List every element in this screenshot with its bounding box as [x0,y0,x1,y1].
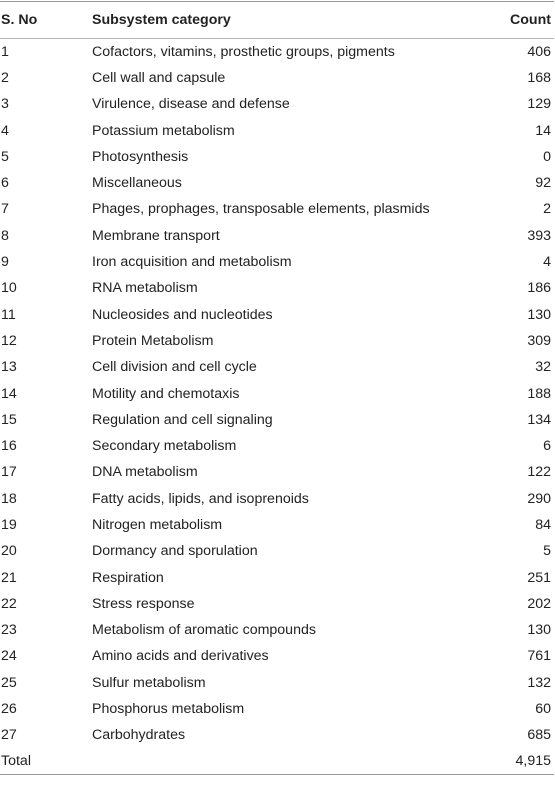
table-row [0,591,554,617]
row-count: 186 [527,280,551,297]
row-number: 11 [1,306,16,323]
row-count: 168 [527,69,551,86]
row-category: Regulation and cell signaling [92,411,273,428]
table-row [0,696,554,722]
total-label: Total [1,753,31,770]
row-number: 8 [1,227,9,244]
row-number: 9 [1,254,9,271]
row-category: Sulfur metabolism [92,674,206,691]
row-category: Phosphorus metabolism [92,701,245,718]
row-count: 6 [543,438,551,455]
table-row [0,275,554,301]
table-row [0,301,554,327]
row-count: 2 [543,201,551,218]
header-s-no: S. No [1,12,38,28]
total-count: 4,915 [515,753,551,770]
row-number: 13 [1,359,17,376]
row-category: Nucleosides and nucleotides [92,306,273,323]
row-count: 84 [535,516,551,533]
row-category: Potassium metabolism [92,122,235,139]
row-category: Nitrogen metabolism [92,516,223,533]
row-count: 251 [527,569,551,586]
row-count: 188 [527,385,551,402]
table-row [0,39,554,65]
row-category: Carbohydrates [92,727,186,744]
table-header [0,2,554,39]
row-number: 22 [1,595,17,612]
table-row [0,354,554,380]
header-row [0,2,554,39]
table-row [0,380,554,406]
row-count: 60 [535,701,551,718]
total-spacer [92,749,474,775]
table-row [0,617,554,643]
row-count: 14 [535,122,551,139]
row-count: 406 [527,43,551,60]
row-count: 122 [527,464,551,481]
row-count: 761 [527,648,551,665]
row-count: 0 [543,148,551,165]
row-count: 4 [543,254,551,271]
row-number: 12 [1,332,17,349]
table-row [0,223,554,249]
row-count: 290 [527,490,551,507]
row-category: Motility and chemotaxis [92,385,240,402]
table-row [0,459,554,485]
table-row [0,512,554,538]
header-count: Count [510,12,551,28]
row-category: Phages, prophages, transposable elements, plasmids [92,201,430,218]
table-row [0,538,554,564]
row-number: 14 [1,385,17,402]
row-category: Cell wall and capsule [92,69,226,86]
row-count: 92 [535,175,551,192]
row-category: Miscellaneous [92,175,182,192]
row-number: 18 [1,490,17,507]
header-subsystem-category: Subsystem category [92,12,231,28]
row-count: 32 [535,359,551,376]
row-category: Iron acquisition and metabolism [92,254,292,271]
table-row [0,433,554,459]
row-number: 6 [1,175,9,192]
row-count: 132 [527,674,551,691]
row-number: 7 [1,201,9,218]
row-category: Photosynthesis [92,148,189,165]
row-count: 202 [527,595,551,612]
table-row [0,670,554,696]
row-number: 20 [1,543,17,560]
row-count: 5 [543,543,551,560]
row-number: 24 [1,648,17,665]
table-row [0,196,554,222]
row-number: 10 [1,280,17,297]
row-category: Stress response [92,595,195,612]
row-category: Cofactors, vitamins, prosthetic groups, pigments [92,43,395,60]
table-row [0,249,554,275]
row-number: 3 [1,96,9,113]
row-number: 17 [1,464,17,481]
row-count: 393 [527,227,551,244]
table-row [0,170,554,196]
table-row [0,144,554,170]
table-row [0,564,554,590]
table-row [0,722,554,748]
total-row [0,749,554,775]
row-category: Protein Metabolism [92,332,214,349]
row-count: 309 [527,332,551,349]
row-category: Secondary metabolism [92,438,237,455]
row-number: 1 [1,43,9,60]
table-row [0,117,554,143]
table-row [0,91,554,117]
row-category: RNA metabolism [92,280,198,297]
row-category: Amino acids and derivatives [92,648,269,665]
row-number: 2 [1,69,9,86]
row-number: 4 [1,122,9,139]
row-category: Respiration [92,569,164,586]
row-number: 26 [1,701,17,718]
row-number: 27 [1,727,17,744]
row-count: 130 [527,306,551,323]
row-number: 21 [1,569,17,586]
row-category: Dormancy and sporulation [92,543,258,560]
row-category: Membrane transport [92,227,220,244]
table-row [0,407,554,433]
row-number: 15 [1,411,17,428]
row-number: 19 [1,516,17,533]
row-number: 5 [1,148,9,165]
row-category: Virulence, disease and defense [92,96,290,113]
table-row [0,65,554,91]
table-row [0,328,554,354]
row-number: 25 [1,674,17,691]
row-count: 130 [527,622,551,639]
row-number: 16 [1,438,17,455]
table-body [0,39,554,749]
row-category: Fatty acids, lipids, and isoprenoids [92,490,309,507]
row-count: 134 [527,411,551,428]
row-number: 23 [1,622,17,639]
row-category: Cell division and cell cycle [92,359,257,376]
row-category: Metabolism of aromatic compounds [92,622,316,639]
row-category: DNA metabolism [92,464,198,481]
row-count: 129 [527,96,551,113]
table-footer [0,749,554,775]
row-count: 685 [527,727,551,744]
subsystem-table [0,1,554,775]
table-row [0,643,554,669]
table-row [0,486,554,512]
